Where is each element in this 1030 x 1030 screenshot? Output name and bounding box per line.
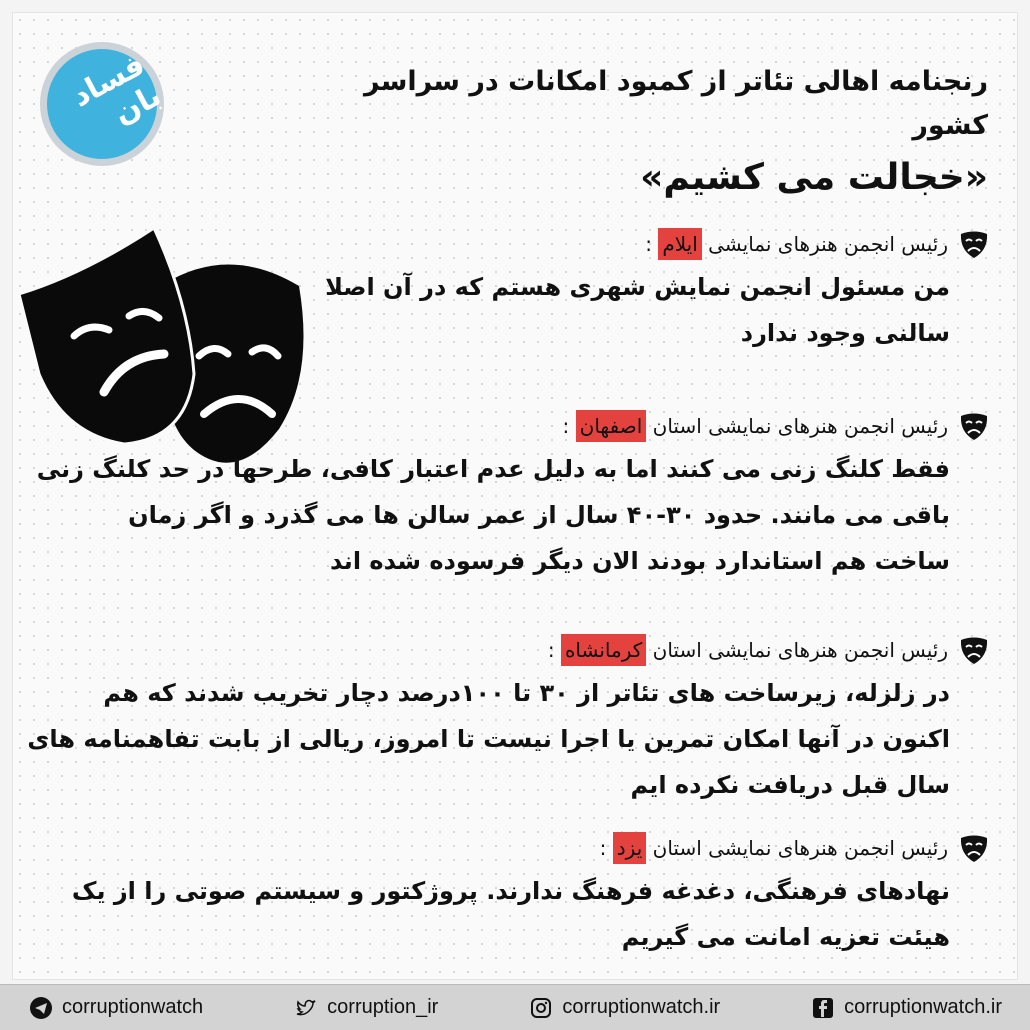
province-highlight: اصفهان (576, 410, 647, 442)
mask-icon (958, 634, 990, 666)
section-isfahan (37, 406, 990, 584)
instagram-link[interactable] (528, 995, 720, 1021)
province-highlight: کرمانشاه (561, 634, 646, 666)
twitter-handle: corruption_ir (327, 996, 439, 1018)
quote-line: سالنی وجود ندارد (740, 319, 950, 347)
speaker-row (37, 406, 990, 446)
facebook-icon (810, 995, 836, 1021)
quote-line: باقی می مانند. حدود ۳۰-۴۰ سال از عمر سالن ها می گذرد و اگر زمان (128, 501, 950, 529)
twitter-icon (293, 995, 319, 1021)
speaker-row (325, 224, 990, 264)
section-kermanshah (27, 630, 990, 808)
speaker-label: رئیس انجمن هنرهای نمایشی استان اصفهان : (563, 414, 948, 438)
section-ilam (325, 224, 990, 356)
quote-line: هیئت تعزیه امانت می گیریم (621, 923, 950, 951)
province-highlight: یزد (613, 832, 647, 864)
headline-line2: «خجالت می کشیم» (640, 157, 988, 198)
logo (40, 42, 167, 166)
quote-line: فقط کلنگ زنی می کنند اما به دلیل عدم اعتبار کافی، طرحها در حد کلنگ زنی (36, 455, 950, 483)
quote (27, 670, 950, 808)
speaker-label: رئیس انجمن هنرهای نمایشی استان کرمانشاه : (548, 638, 948, 662)
section-yazd (72, 828, 990, 960)
telegram-link[interactable] (28, 995, 203, 1021)
quote-line: من مسئول انجمن نمایش شهری هستم که در آن اصلا (325, 273, 950, 301)
footer-social-bar (0, 984, 1030, 1030)
quote-line: سال قبل دریافت نکرده ایم (630, 771, 950, 799)
province-highlight: ایلام (658, 228, 701, 260)
quote-line: در زلزله، زیرساخت های تئاتر از ۳۰ تا ۱۰۰درصد دچار تخریب شدند که هم (103, 679, 950, 707)
mask-icon (958, 410, 990, 442)
mask-icon (958, 832, 990, 864)
quote (72, 868, 950, 960)
mask-icon (958, 228, 990, 260)
quote-line: نهادهای فرهنگی، دغدغه فرهنگ ندارند. پروژکتور و سیستم صوتی را از یک (71, 877, 950, 905)
speaker-row (27, 630, 990, 670)
quote (37, 446, 950, 584)
telegram-icon (28, 995, 54, 1021)
facebook-link[interactable] (810, 995, 1002, 1021)
headline-line1: رنجنامه اهالی تئاتر از کمبود امکانات در سراسر کشور (364, 66, 988, 141)
quote (325, 264, 950, 356)
twitter-link[interactable] (293, 995, 438, 1021)
speaker-row (72, 828, 990, 868)
quote-line: اکنون در آنها امکان تمرین یا اجرا نیست تا امروز، ریالی از بابت تفاهمنامه های (27, 725, 950, 753)
quote-line: ساخت هم استاندارد بودند الان دیگر فرسوده شده اند (329, 547, 950, 575)
facebook-handle: corruptionwatch.ir (844, 996, 1002, 1018)
logo-text: فساد بان (66, 47, 167, 132)
headline (348, 60, 988, 208)
telegram-handle: corruptionwatch (62, 996, 204, 1018)
speaker-label: رئیس انجمن هنرهای نمایشی ایلام : (645, 232, 948, 256)
instagram-icon (528, 995, 554, 1021)
instagram-handle: corruptionwatch.ir (562, 996, 721, 1018)
speaker-label: رئیس انجمن هنرهای نمایشی استان یزد : (600, 836, 948, 860)
